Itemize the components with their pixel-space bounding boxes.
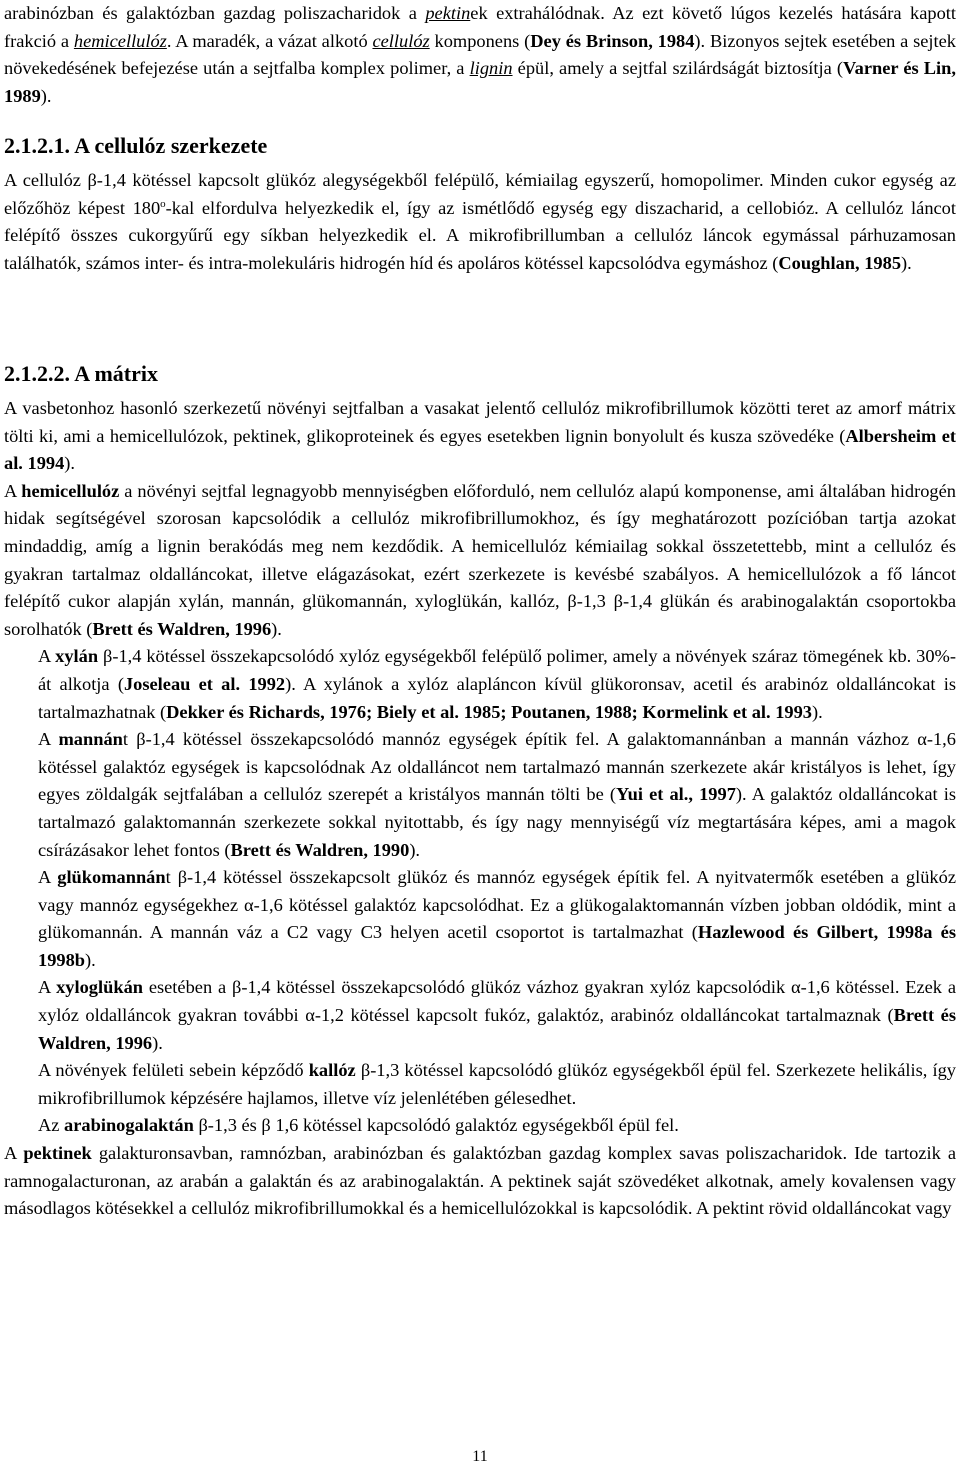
body-text: esetében a β-1,4 kötéssel összekapcsolódó glükóz vázhoz gyakran xylóz kapcsolódik α-1,6 kötéssel. Ezek a xylóz oldalláncok gyakran további α-1,2 kötéssel kapcsolt fukóz, galaktóz, arabinóz oldalláncokat tartalmaznak ( [38, 977, 956, 1026]
term-glucomannan: glükomannán [57, 867, 166, 888]
section-heading-cellulose: 2.1.2.1. A cellulóz szerkezete [4, 133, 268, 158]
xyloglucan-paragraph [4, 974, 956, 1057]
intro-text: komponens ( [429, 30, 531, 51]
body-text: ). [64, 453, 76, 474]
body-text: β-1,3 és β 1,6 kötéssel kapcsolódó galaktóz egységekből épül fel. [193, 1115, 679, 1136]
body-text: A növények felületi sebein képződő [38, 1060, 309, 1081]
body-text: A cellulóz β-1,4 kötéssel kapcsolt glükóz alegységekből felépülő, kémiailag egyszerű, homopolimer. Minden cukor egység az előzőhöz képest 180 [4, 170, 956, 218]
body-text: galakturonsavban, ramnózban, arabinózban és galaktózban gazdag komplex savas poliszacharidok. Ide tartozik a ramnogalacturonan, az arabán a galaktán és az arabinogalaktán. A pektinek saját szövedéket alkotnak, amely kovalensen vagy másodlagos kötésekkel a cellulóz mikrofibrillumokkal és a hemicellulózokkal is kapcsolódik. A pektint rövid oldalláncokat vagy [4, 1143, 956, 1219]
citation: Joseleau et al. 1992 [123, 673, 286, 694]
body-text: t β-1,4 kötéssel összekapcsolt glükóz és mannóz egységek építik fel. A nyitvatermők esetében a glükóz vagy mannóz egységekhez α-1,6 kötéssel galaktóz kapcsolódhat. Ez a glükogalaktomannán vízben jobban oldódik, mint a glükomannán. A mannán váz a C2 vagy C3 helyen acetil csoportot is tartalmazhat ( [38, 867, 956, 943]
pektin-link: pektin [425, 3, 471, 23]
cellulose-paragraph [4, 167, 956, 277]
body-text: ). A galaktóz oldalláncokat is tartalmazó galaktomannán szerkezete sokkal nyitottabb, és így nagy mennyiségű víz megtartására képes, ami a magok csírázásakor lehet fontos ( [38, 784, 956, 860]
body-text: ). [152, 1032, 163, 1053]
body-text: A [4, 1143, 24, 1164]
citation: Coughlan, 1985 [778, 252, 902, 273]
hemicellulose-term: hemicellulóz [73, 30, 167, 51]
intro-paragraph [4, 0, 956, 110]
citation: Hazlewood és Gilbert, 1998a és 1998b [38, 922, 957, 970]
matrix-section [4, 395, 956, 1223]
body-text: a növényi sejtfal legnagyobb mennyiségben előforduló, nem cellulóz alapú komponense, ami általában hidrogén hidak segítségével szorosan kapcsolódik a cellulóz mikrofibrillumokhoz, és így meghatározott pozícióban tartja azokat mindaddig, amíg a lignin berakódás meg nem kezdődik. A hemicellulóz kémiailag sokkal összetettebb, mint a cellulóz és gyakran tartalmaz oldalláncokat, illetve elágazásokat, ezért szerkezete is kevésbé szabályos. A hemicellulózok a fő láncot felépítő cukor alapján xylán, mannán, glükomannán, xyloglükán, kallóz, β-1,3 β-1,4 glükán és arabinogalaktán csoportokba sorolhatók ( [4, 480, 956, 639]
body-text: ). [85, 949, 96, 970]
body-text: -kal elfordulva helyezkedik el, így az ismétlődő egység egy diszacharid, a cellobióz. A cellulóz láncot felépítő összes cukorgyűrű egy síkban helyezkedik el. A mikrofibrillumban a cellulóz láncok egymással párhuzamosan találhatók, számos inter- és intra-molekuláris hidrogén híd és apoláros kötéssel kapcsolódva egymáshoz ( [4, 197, 956, 273]
body-text: A [4, 480, 22, 501]
citation: Albersheim et al. 1994 [4, 425, 956, 474]
body-text: A [38, 867, 58, 888]
cellulose-term: cellulóz [372, 30, 430, 51]
body-text: ). A xylánok a xylóz alapláncon kívül glükoronsav, acetil és arabinóz oldalláncokat is tartalmazhatnak ( [38, 673, 957, 722]
term-mannan: mannán [58, 729, 123, 750]
page-number: 11 [472, 1448, 488, 1465]
term-callose: kallóz [308, 1060, 356, 1081]
body-text: A vasbetonhoz hasonló szerkezetű növényi sejtfalban a vasakat jelentő cellulóz mikrofibrillumok közötti teret az amorf mátrix tölti ki, ami a hemicellulózok, pektinek, glikoproteinek és egyes esetekben lignin bonyolult és kusza szövedéke ( [4, 398, 956, 446]
lignin-term: lignin [469, 58, 513, 79]
mannan-paragraph [4, 726, 956, 864]
intro-text: épül, amely a sejtfal szilárdságát biztosítja ( [512, 58, 844, 79]
xylan-paragraph [4, 643, 956, 726]
intro-text: ). [40, 85, 52, 106]
term-pectin: pektinek [23, 1143, 92, 1164]
citation: Brett és Waldren, 1996 [92, 618, 272, 639]
body-text: β-1,4 kötéssel összekapcsolódó xylóz egységekből felépülő polimer, amely a növények száraz tömegének kb. 30%-át alkotja ( [38, 646, 956, 694]
body-text: A [38, 977, 57, 998]
arabinogalactan-paragraph [4, 1112, 956, 1140]
citation: Yui et al., 1997 [616, 784, 736, 805]
glucomannan-paragraph [4, 864, 956, 974]
body-text: ). [271, 618, 282, 639]
callose-paragraph [4, 1057, 956, 1112]
body-text: A [38, 646, 56, 667]
citation: Dey és Brinson, 1984 [530, 30, 695, 51]
term-arabinogalactan: arabinogalaktán [64, 1115, 194, 1136]
body-text: ). [901, 252, 912, 273]
degree-superscript: o [160, 197, 166, 210]
intro-text: ). Bizonyos sejtek esetében a sejtek növekedésének befejezése után a sejtfalba komplex polimer, a [4, 30, 957, 79]
term-xylan: xylán [55, 646, 99, 667]
body-text: ). [812, 701, 823, 722]
body-text: A [38, 729, 59, 750]
body-text: ). [409, 839, 421, 860]
hemicellulose-paragraph [4, 478, 956, 644]
section-heading-matrix: 2.1.2.2. A mátrix [4, 361, 158, 386]
matrix-paragraph-1 [4, 395, 956, 478]
term-hemicellulose: hemicellulóz [21, 480, 120, 501]
term-xyloglucan: xyloglükán [56, 977, 143, 998]
body-text: β-1,3 kötéssel kapcsolódó glükóz egységekből épül fel. Szerkezete helikális, így mikrofibrillumok képzésére hajlamos, illetve víz jelenlétében gélesedhet. [38, 1060, 957, 1108]
citation: Brett és Waldren, 1990 [230, 839, 410, 860]
pectin-paragraph [4, 1140, 956, 1223]
intro-text: arabinózban és galaktózban gazdag poliszacharidok a [4, 3, 426, 23]
intro-text: . A maradék, a vázat alkotó [166, 30, 373, 51]
citation: Varner és Lin, 1989 [4, 58, 956, 106]
body-text: Az [38, 1115, 65, 1136]
intro-text: ek extrahálódnak. Az ezt követő lúgos kezelés hatására kapott frakció a [4, 3, 957, 51]
citation: Brett és Waldren, 1996 [38, 1005, 956, 1053]
body-text: t β-1,4 kötéssel összekapcsolódó mannóz egységek építik fel. A galaktomannánban a mannán vázhoz α-1,6 kötéssel galaktóz egységek is kapcsolódnak Az oldalláncot nem tartalmazó mannán szerkezete akár kristályos is lehet, így egyes zöldalgák sejtfalában a cellulóz szerepét a kristályos mannán tölti be ( [38, 729, 956, 805]
citation: Dekker és Richards, 1976; Biely et al. 1985; Poutanen, 1988; Kormelink et al. 1993 [166, 701, 812, 722]
